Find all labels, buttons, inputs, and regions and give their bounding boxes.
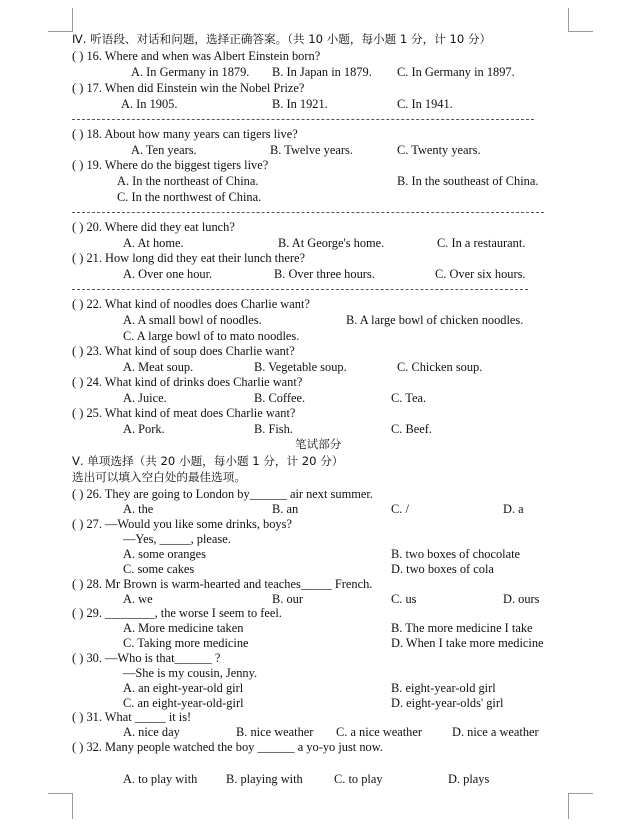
q16-option-a: A. In Germany in 1879.: [131, 65, 250, 79]
question-16: ( ) 16. Where and when was Albert Einstein born?: [72, 49, 321, 63]
crop-mark-bottom-right-horizontal: [568, 793, 593, 794]
q17-option-c: C. In 1941.: [397, 97, 453, 111]
q32-option-d: D. plays: [448, 772, 490, 786]
question-29: ( ) 29. ________, the worse I seem to feel.: [72, 606, 282, 620]
q26-option-b: B. an: [272, 502, 299, 516]
q20-option-c: C. In a restaurant.: [437, 236, 526, 250]
question-26: ( ) 26. They are going to London by______ air next summer.: [72, 487, 373, 501]
crop-mark-top-right-vertical: [568, 8, 569, 32]
q17-option-a: A. In 1905.: [121, 97, 178, 111]
q19-option-c: C. In the northwest of China.: [117, 190, 262, 204]
q28-option-a: A. we: [123, 592, 153, 606]
q16-option-c: C. In Germany in 1897.: [397, 65, 515, 79]
q21-option-c: C. Over six hours.: [435, 267, 526, 281]
q20-option-a: A. At home.: [123, 236, 184, 250]
question-24: ( ) 24. What kind of drinks does Charlie want?: [72, 375, 303, 389]
q25-option-a: A. Pork.: [123, 422, 165, 436]
q26-option-a: A. the: [123, 502, 154, 516]
question-30: ( ) 30. —Who is that______ ?: [72, 651, 221, 665]
question-27: ( ) 27. —Would you like some drinks, boys?: [72, 517, 292, 531]
question-17: ( ) 17. When did Einstein win the Nobel Prize?: [72, 81, 305, 95]
q31-option-a: A. nice day: [123, 725, 180, 739]
question-32: ( ) 32. Many people watched the boy ______ a yo-yo just now.: [72, 740, 383, 754]
crop-mark-top-left-horizontal: [48, 31, 73, 32]
q28-option-c: C. us: [391, 592, 417, 606]
question-31: ( ) 31. What _____ it is!: [72, 710, 192, 724]
section-4-header: Ⅳ. 听语段、对话和问题，选择正确答案。（共 10 小题，每小题 1 分，计 10 分）: [72, 32, 492, 46]
crop-mark-bottom-left-horizontal: [48, 793, 73, 794]
q28-option-d: D. ours: [503, 592, 540, 606]
q27-option-a: A. some oranges: [123, 547, 206, 561]
q18-option-c: C. Twenty years.: [397, 143, 481, 157]
q28-option-b: B. our: [272, 592, 303, 606]
q31-option-d: D. nice a weather: [452, 725, 539, 739]
q24-option-b: B. Coffee.: [254, 391, 306, 405]
q27-option-b: B. two boxes of chocolate: [391, 547, 521, 561]
q21-option-b: B. Over three hours.: [274, 267, 375, 281]
q29-option-c: C. Taking more medicine: [123, 636, 249, 650]
question-27-reply: —Yes, _____, please.: [123, 532, 231, 546]
q30-option-d: D. eight-year-olds' girl: [391, 696, 504, 710]
question-30-reply: —She is my cousin, Jenny.: [123, 666, 258, 680]
question-20: ( ) 20. Where did they eat lunch?: [72, 220, 235, 234]
question-21: ( ) 21. How long did they eat their lunch there?: [72, 251, 305, 265]
crop-mark-top-right-horizontal: [568, 31, 593, 32]
q27-option-c: C. some cakes: [123, 562, 195, 576]
q30-option-a: A. an eight-year-old girl: [123, 681, 244, 695]
q21-option-a: A. Over one hour.: [123, 267, 213, 281]
question-25: ( ) 25. What kind of meat does Charlie want?: [72, 406, 296, 420]
q22-option-a: A. A small bowl of noodles.: [123, 313, 262, 327]
q26-option-c: C. /: [391, 502, 409, 516]
section-5-header: Ⅴ. 单项选择（共 20 小题，每小题 1 分，计 20 分）: [72, 454, 344, 468]
q18-option-a: A. Ten years.: [131, 143, 197, 157]
question-23: ( ) 23. What kind of soup does Charlie want?: [72, 344, 295, 358]
q29-option-d: D. When I take more medicine: [391, 636, 544, 650]
q22-option-c: C. A large bowl of to mato noodles.: [123, 329, 300, 343]
written-part-title: 笔试部分: [295, 437, 342, 451]
q20-option-b: B. At George's home.: [278, 236, 385, 250]
q23-option-a: A. Meat soup.: [123, 360, 194, 374]
crop-mark-bottom-left-vertical: [72, 793, 73, 819]
q30-option-b: B. eight-year-old girl: [391, 681, 496, 695]
q31-option-b: B. nice weather: [236, 725, 314, 739]
q32-option-a: A. to play with: [123, 772, 198, 786]
q19-option-b: B. In the southeast of China.: [397, 174, 539, 188]
q32-option-c: C. to play: [334, 772, 383, 786]
divider-1: [72, 119, 534, 120]
crop-mark-top-left-vertical: [72, 8, 73, 32]
divider-3: [72, 289, 528, 290]
q18-option-b: B. Twelve years.: [270, 143, 353, 157]
q24-option-a: A. Juice.: [123, 391, 167, 405]
question-22: ( ) 22. What kind of noodles does Charlie want?: [72, 297, 310, 311]
q19-option-a: A. In the northeast of China.: [117, 174, 259, 188]
q16-option-b: B. In Japan in 1879.: [272, 65, 372, 79]
question-19: ( ) 19. Where do the biggest tigers live?: [72, 158, 269, 172]
q17-option-b: B. In 1921.: [272, 97, 328, 111]
q24-option-c: C. Tea.: [391, 391, 427, 405]
q22-option-b: B. A large bowl of chicken noodles.: [346, 313, 524, 327]
divider-2: [72, 212, 544, 213]
q25-option-c: C. Beef.: [391, 422, 432, 436]
q32-option-b: B. playing with: [226, 772, 303, 786]
question-18: ( ) 18. About how many years can tigers live?: [72, 127, 298, 141]
q31-option-c: C. a nice weather: [336, 725, 423, 739]
q27-option-d: D. two boxes of cola: [391, 562, 494, 576]
q29-option-b: B. The more medicine I take: [391, 621, 533, 635]
q25-option-b: B. Fish.: [254, 422, 293, 436]
section-5-instruction: 选出可以填入空白处的最佳选项。: [72, 470, 246, 484]
q23-option-b: B. Vegetable soup.: [254, 360, 347, 374]
q26-option-d: D. a: [503, 502, 524, 516]
crop-mark-bottom-right-vertical: [568, 793, 569, 819]
q29-option-a: A. More medicine taken: [123, 621, 244, 635]
question-28: ( ) 28. Mr Brown is warm-hearted and teaches_____ French.: [72, 577, 373, 591]
q23-option-c: C. Chicken soup.: [397, 360, 483, 374]
q30-option-c: C. an eight-year-old-girl: [123, 696, 244, 710]
